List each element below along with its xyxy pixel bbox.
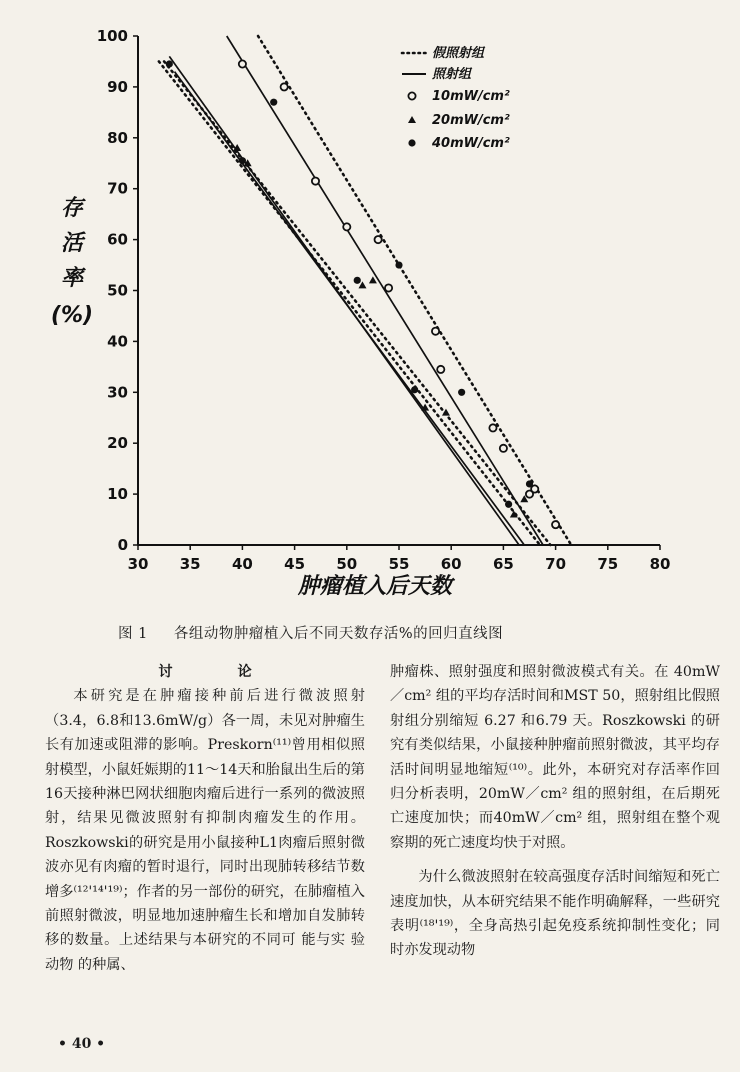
y-axis-title-char: (%) — [50, 303, 94, 328]
y-tick-label: 50 — [107, 281, 128, 300]
x-tick-label: 65 — [492, 555, 514, 573]
legend-label: 照射组 — [432, 67, 472, 82]
y-tick-label: 70 — [107, 179, 128, 198]
paragraph: 为什么微波照射在较高强度存活时间缩短和死亡速度加快，从本研究结果不能作明确解释，一些研究表明⁽¹⁸'¹⁹⁾，全身高热引起免疫系统抑制性变化；同时亦发现动物 — [390, 869, 720, 959]
data-point — [411, 386, 418, 393]
y-axis-title-char: 存 — [60, 196, 84, 221]
chart-axes — [133, 36, 660, 550]
y-axis-title-char: 率 — [60, 266, 84, 291]
y-tick-label: 90 — [107, 77, 128, 96]
regression-line — [164, 61, 550, 545]
left-text-column — [45, 660, 365, 977]
figure-label: 图 1 — [118, 626, 148, 642]
legend-label: 10mW/cm² — [432, 89, 510, 104]
y-tick-label: 0 — [117, 536, 128, 554]
x-tick-label: 45 — [284, 555, 306, 573]
regression-line — [159, 61, 540, 545]
section-heading: 讨 论 — [158, 664, 282, 680]
x-tick-label: 30 — [127, 555, 149, 573]
right-text-column — [390, 660, 720, 963]
y-tick-label: 40 — [107, 332, 128, 351]
data-point — [500, 445, 507, 452]
regression-line — [258, 36, 571, 545]
data-point — [270, 99, 277, 106]
data-point — [437, 366, 444, 373]
chart-legend — [402, 45, 510, 151]
page-number: • 40 • — [58, 1036, 106, 1052]
data-point — [239, 157, 246, 164]
x-tick-label: 50 — [336, 555, 358, 573]
x-axis-title: 肿瘤植入后天数 — [297, 574, 453, 599]
data-point — [526, 480, 533, 487]
x-tick-label: 40 — [231, 555, 253, 573]
y-tick-label: 30 — [107, 383, 128, 402]
data-point — [505, 501, 512, 508]
data-point — [239, 60, 246, 67]
data-point — [375, 236, 382, 243]
paragraph: 肿瘤株、照射强度和照射微波模式有关。在 40mW／cm² 组的平均存活时间和MST 50，照射组比假照射组分别缩短 6.27 和6.79 天。Roszkowski 的研究有类似结果，小鼠接种肿瘤前照射微波，其平均存活时间明显地缩短⁽¹⁰⁾。此外，本研究对存活率作回归分析表明，20mW／cm² 组的照射组，在后期死亡速度加快；而40mW／cm² 组，照射组在整个观察期的死亡速度均快于对照。 — [390, 664, 720, 851]
data-point — [489, 424, 496, 431]
data-point — [385, 284, 392, 291]
legend-swatch — [408, 92, 415, 99]
data-point — [531, 485, 538, 492]
axis-labels — [51, 27, 671, 599]
x-tick-label: 35 — [179, 555, 201, 573]
paragraph: 本研究是在肿瘤接种前后进行微波照射（3.4，6.8和13.6mW/g）各一周，未见对肿瘤生长有加速或阻滞的影响。Preskorn⁽¹¹⁾曾用相似照射模型，小鼠妊娠期的11～14天和胎鼠出生后的第16天接种淋巴网状细胞肉瘤后进行一系列的微波照射，结果见微波照射有抑制肉瘤发生的作用。Roszkowski的研究是用小鼠接种L1肉瘤后照射微波亦见有肉瘤的暂时退行，同时出现肺转移结节数增多⁽¹²'¹⁴'¹⁹⁾；作者的另一部份的研究，在肺瘤植入前照射微波，明显地加速肿瘤生长和增加自发肺转移的数量。上述结果与本研究的不同可 能与实 验 动物 的种属、 — [45, 688, 365, 973]
x-tick-label: 60 — [440, 555, 462, 573]
legend-swatch — [408, 116, 416, 123]
data-point — [166, 60, 173, 67]
data-point — [432, 328, 439, 335]
data-point — [552, 521, 559, 528]
legend-label: 假照射组 — [432, 46, 485, 61]
x-tick-label: 55 — [388, 555, 410, 573]
y-tick-label: 60 — [107, 230, 128, 249]
legend-label: 20mW/cm² — [432, 113, 510, 128]
data-point — [312, 177, 319, 184]
data-point — [369, 276, 377, 283]
legend-label: 40mW/cm² — [432, 136, 510, 151]
data-point — [354, 277, 361, 284]
y-axis-title-char: 活 — [60, 231, 84, 256]
figure-caption — [118, 622, 638, 643]
figure-caption-text: 各组动物肿瘤植入后不同天数存活%的回归直线图 — [173, 626, 504, 642]
data-point — [343, 223, 350, 230]
data-points — [166, 60, 559, 528]
legend-swatch — [408, 139, 415, 146]
data-point — [281, 83, 288, 90]
x-tick-label: 70 — [545, 555, 567, 573]
data-point — [458, 389, 465, 396]
y-tick-label: 10 — [107, 485, 128, 504]
y-tick-label: 20 — [107, 434, 128, 453]
y-tick-label: 80 — [107, 128, 128, 147]
x-tick-label: 80 — [649, 555, 671, 573]
y-tick-label: 100 — [96, 27, 128, 45]
data-point — [395, 261, 402, 268]
x-tick-label: 75 — [597, 555, 619, 573]
